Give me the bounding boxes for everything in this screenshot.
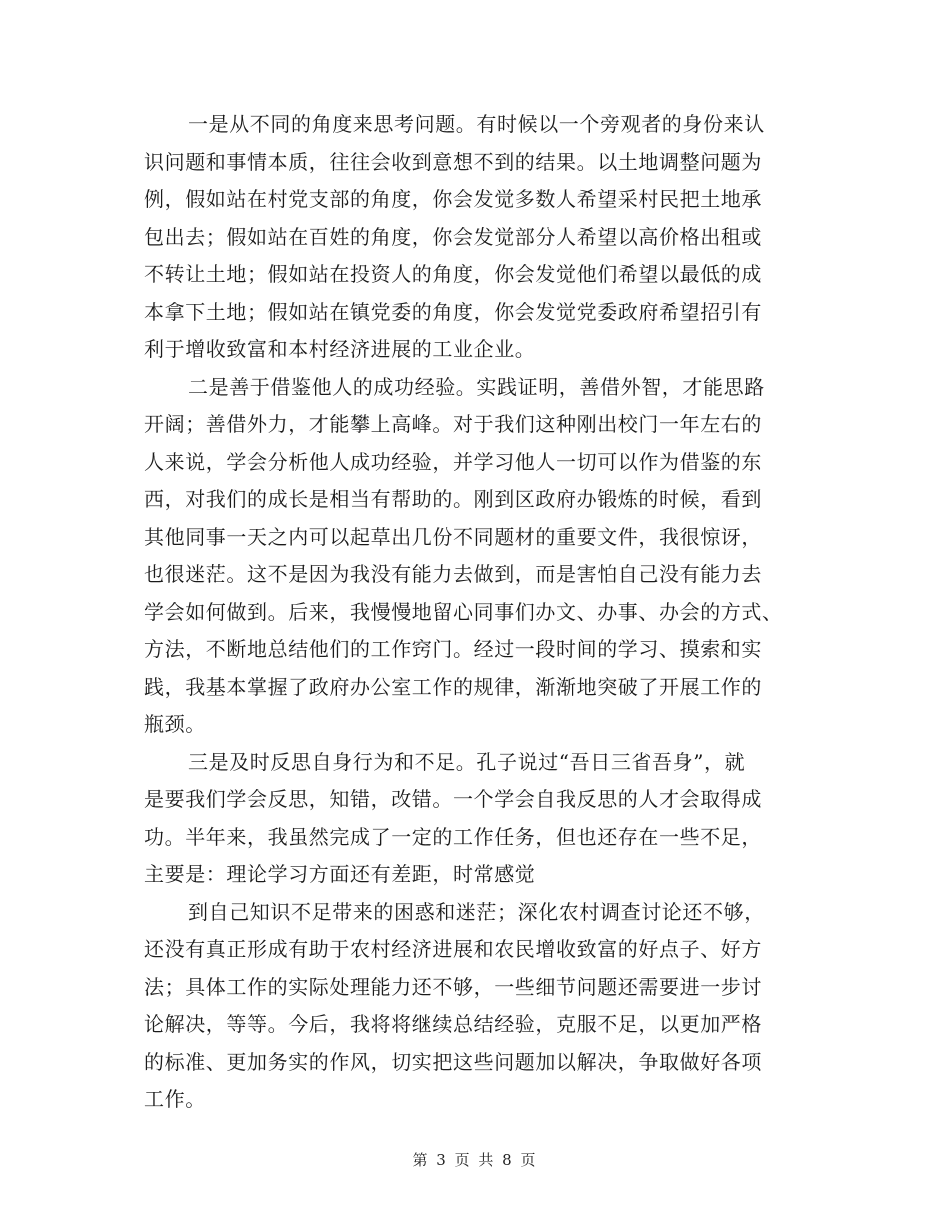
paragraph-line: 功。半年来，我虽然完成了一定的工作任务，但也还存在一些不足，	[144, 824, 762, 849]
paragraph-line: 识问题和事情本质，往往会收到意想不到的结果。以土地调整问题为	[144, 149, 762, 174]
paragraph-line: 法；具体工作的实际处理能力还不够，一些细节问题还需要进一步讨	[144, 974, 762, 999]
paragraph-line: 还没有真正形成有助于农村经济进展和农民增收致富的好点子、好方	[144, 937, 762, 961]
paragraph-1	[144, 106, 804, 369]
paragraph-line: 论解决，等等。今后，我将将继续总结经验，克服不足，以更加严格	[144, 1012, 762, 1036]
paragraph-line: 西，对我们的成长是相当有帮助的。刚到区政府办锻炼的时候，看到	[144, 487, 762, 511]
paragraph-line: 其他同事一天之内可以起草出几份不同题材的重要文件，我很惊讶，	[144, 524, 762, 549]
paragraph-line: 践，我基本掌握了政府办公室工作的规律，渐渐地突破了开展工作的	[144, 674, 762, 699]
paragraph-line: 瓶颈。	[144, 712, 206, 736]
paragraph-3	[144, 744, 804, 894]
paragraph-line: 二是善于借鉴他人的成功经验。实践证明，善借外智，才能思路	[188, 374, 765, 399]
paragraph-line: 是要我们学会反思，知错，改错。一个学会自我反思的人才会取得成	[144, 787, 762, 811]
paragraph-line: 三是及时反思自身行为和不足。孔子说过“吾日三省吾身”，就	[188, 749, 746, 774]
paragraph-line: 本拿下土地；假如站在镇党委的角度，你会发觉党委政府希望招引有	[144, 299, 762, 324]
paragraph-line: 也很迷茫。这不是因为我没有能力去做到，而是害怕自己没有能力去	[144, 562, 762, 586]
paragraph-line: 学会如何做到。后来，我慢慢地留心同事们办文、办事、办会的方式、	[144, 599, 783, 624]
paragraph-line: 不转让土地；假如站在投资人的角度，你会发觉他们希望以最低的成	[144, 262, 762, 286]
paragraph-line: 主要是：理论学习方面还有差距，时常感觉	[144, 862, 536, 886]
paragraph-line: 一是从不同的角度来思考问题。有时候以一个旁观者的身份来认	[188, 112, 765, 136]
paragraph-line: 方法，不断地总结他们的工作窍门。经过一段时间的学习、摸索和实	[144, 637, 762, 661]
paragraph-line: 的标准、更加务实的作风，切实把这些问题加以解决，争取做好各项	[144, 1049, 762, 1074]
paragraph-2	[144, 369, 804, 744]
paragraph-line: 开阔；善借外力，才能攀上高峰。对于我们这种刚出校门一年左右的	[144, 412, 762, 436]
paragraph-line: 人来说，学会分析他人成功经验，并学习他人一切可以作为借鉴的东	[144, 449, 762, 474]
page-number-footer: 第 3 页 共 8 页	[412, 1151, 538, 1169]
paragraph-line: 包出去；假如站在百姓的角度，你会发觉部分人希望以高价格出租或	[144, 224, 762, 249]
paragraph-line: 到自己知识不足带来的困惑和迷茫；深化农村调查讨论还不够，	[188, 899, 765, 924]
paragraph-4	[144, 894, 804, 1119]
document-body	[144, 106, 804, 1119]
paragraph-line: 工作。	[144, 1087, 206, 1111]
paragraph-line: 例，假如站在村党支部的角度，你会发觉多数人希望采村民把土地承	[144, 187, 762, 211]
paragraph-line: 利于增收致富和本村经济进展的工业企业。	[144, 337, 536, 361]
